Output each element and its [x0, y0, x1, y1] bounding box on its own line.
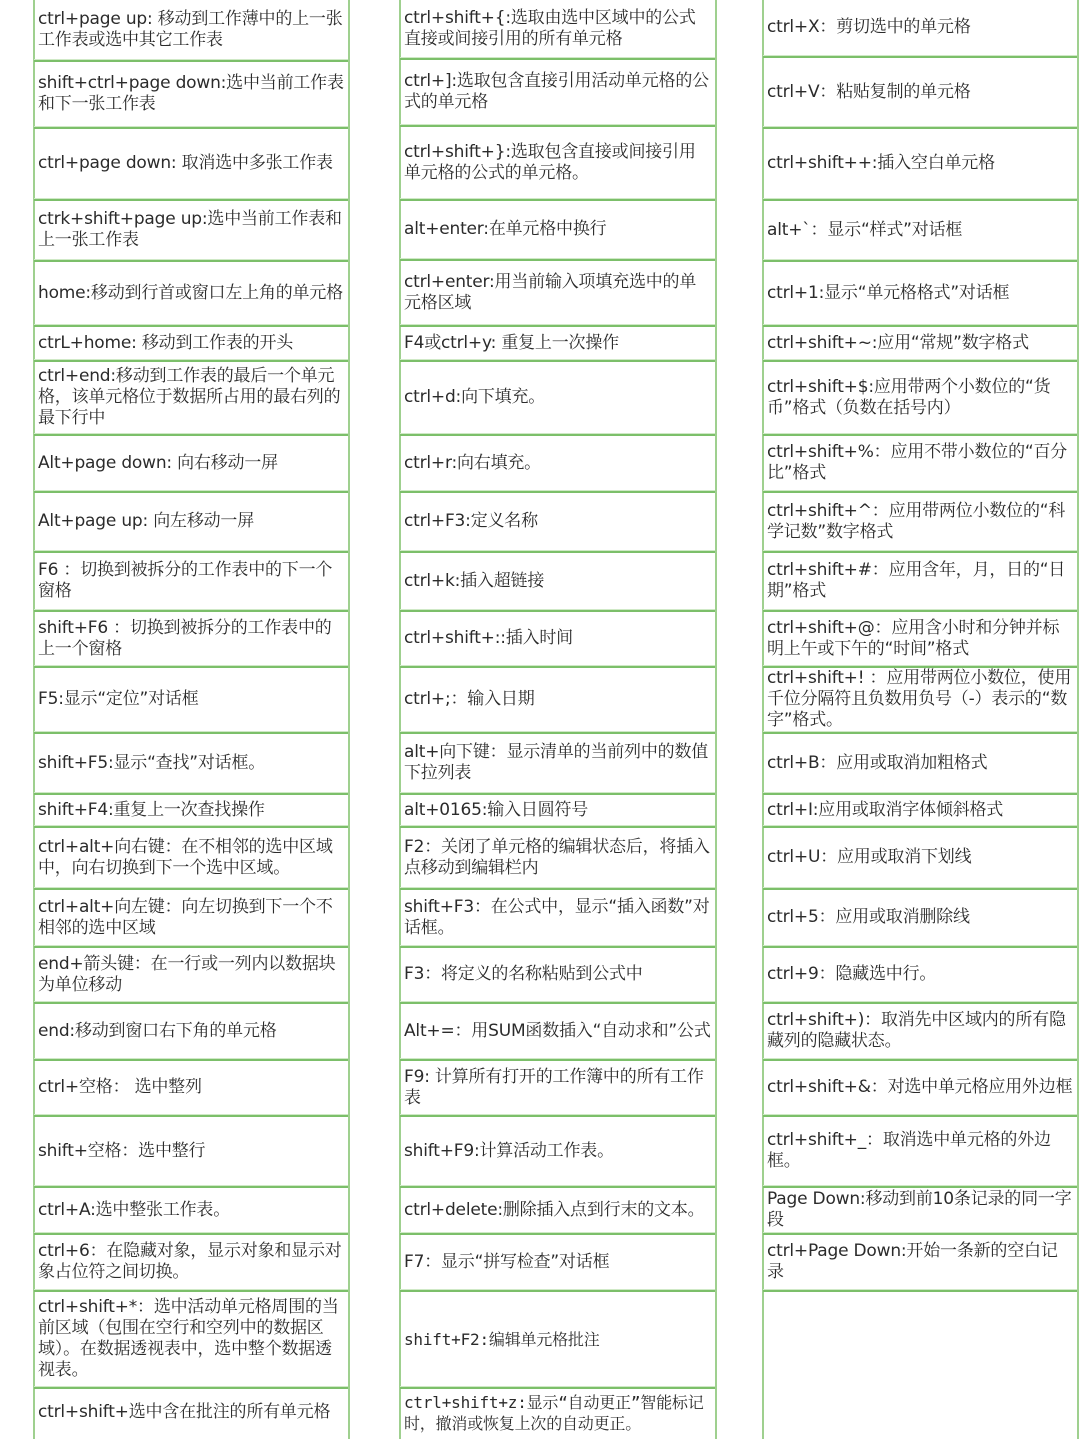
shortcut-cell: F3：将定义的名称粘贴到公式中	[404, 964, 643, 984]
shortcut-cell: ctrl+alt+向左键：向左切换到下一个不相邻的选中区域	[38, 896, 333, 938]
shortcut-cell: F4或ctrl+y: 重复上一次操作	[404, 332, 619, 353]
shortcut-cell: alt+0165:输入日圆符号	[404, 799, 589, 820]
shortcut-cell: ctrl+shift+~:应用“常规”数字格式	[767, 332, 1029, 353]
shortcut-cell: ctrl+shift+#：应用含年，月，日的“日期”格式	[767, 560, 1066, 601]
shortcut-cell: ctrl+;：输入日期	[404, 689, 535, 709]
shortcut-cell: ctrl+shift+z:显示“自动更正”智能标记时，撤消或恢复上次的自动更正。	[404, 1392, 704, 1433]
shortcut-cell: ctrk+shift+page up:选中当前工作表和上一张工作表	[38, 209, 342, 250]
shortcut-cell: ctrl+shift+选中含在批注的所有单元格	[38, 1402, 331, 1422]
shortcut-cell: ctrl+U：应用或取消下划线	[767, 847, 972, 867]
shortcut-column-1	[34, 0, 348, 1439]
column-divider	[715, 0, 717, 1439]
shortcut-cell: ctrl+r:向右填充。	[404, 452, 541, 473]
shortcut-cell: ctrl+F3:定义名称	[404, 511, 538, 531]
shortcut-cell: ctrl+9：隐藏选中行。	[767, 964, 937, 984]
shortcut-cell: F7：显示“拼写检查”对话框	[404, 1251, 610, 1272]
shortcut-cell: shift+F6 ：切换到被拆分的工作表中的上一个窗格	[38, 617, 332, 659]
column-divider	[1077, 0, 1079, 1439]
shortcut-cell	[763, 1292, 1077, 1436]
shortcut-cell: ctrl+page up: 移动到工作薄中的上一张工作表或选中其它工作表	[38, 8, 343, 50]
shortcut-cell: ctrl+end:移动到工作表的最后一个单元格，该单元格位于数据所占用的最右列的最下行中	[38, 366, 341, 428]
shortcut-cell: ctrl+d:向下填充。	[404, 387, 546, 407]
shortcut-cell: ctrL+home: 移动到工作表的开头	[38, 332, 294, 353]
shortcut-cell: ctrl+shift+)：取消先中区域内的所有隐藏列的隐藏状态。	[767, 1010, 1066, 1051]
shortcut-cell: alt+enter:在单元格中换行	[404, 219, 607, 239]
shortcut-cell: ctrl+shift+! ：应用带两位小数位，使用千位分隔符且负数用负号（-）表示的“数字”格式。	[767, 668, 1072, 730]
shortcut-cell: ctrl+shift+{:选取由选中区域中的公式直接或间接引用的所有单元格	[404, 7, 696, 49]
shortcut-cell: ctrl+page down: 取消选中多张工作表	[38, 153, 333, 173]
shortcut-cell: ctrl+6：在隐藏对象，显示对象和显示对象占位符之间切换。	[38, 1241, 342, 1282]
shortcut-cell: end+箭头键：在一行或一列内以数据块为单位移动	[38, 953, 336, 995]
shortcut-cell: Alt+page up: 向左移动一屏	[38, 511, 255, 531]
shortcut-cell: ctrl+5：应用或取消删除线	[767, 907, 970, 927]
shortcut-cell: ctrl+shift++:插入空白单元格	[767, 153, 995, 173]
shortcut-cell: ctrl+Page Down:开始一条新的空白记录	[767, 1241, 1058, 1282]
shortcut-cell: ctrl+B：应用或取消加粗格式	[767, 752, 988, 773]
shortcut-cell: end:移动到窗口右下角的单元格	[38, 1020, 277, 1041]
shortcut-cell: ctrl+shift+*：选中活动单元格周围的当前区域（包围在空行和空列中的数据区域）。在数据透视表中，选中整个数据透视表。	[38, 1297, 339, 1380]
shortcut-cell: ctrl+shift+&：对选中单元格应用外边框	[767, 1077, 1073, 1097]
shortcut-cell: shift+ctrl+page down:选中当前工作表和下一张工作表	[38, 73, 344, 114]
shortcut-cell: alt+`：显示“样式”对话框	[767, 219, 963, 240]
shortcut-cell: ctrl+alt+向右键：在不相邻的选中区域中，向右切换到下一个选中区域。	[38, 836, 333, 878]
shortcut-cell: ctrl+1:显示“单元格格式”对话框	[767, 282, 1010, 303]
shortcut-cell: ctrl+shift+::插入时间	[404, 628, 573, 648]
shortcut-cell: F2：关闭了单元格的编辑状态后，将插入点移动到编辑栏内	[404, 836, 710, 878]
shortcut-cell: shift+F5:显示“查找”对话框。	[38, 752, 266, 773]
shortcut-cell: ctrl+shift+}:选取包含直接或间接引用单元格的公式的单元格。	[404, 141, 696, 183]
shortcut-cell: Alt+page down: 向右移动一屏	[38, 452, 278, 473]
shortcut-cell: shift+F2:编辑单元格批注	[404, 1329, 600, 1349]
shortcut-cell: ctrl+shift+@：应用含小时和分钟并标明上午或下午的“时间”格式	[767, 617, 1060, 659]
shortcut-cell: shift+空格：选中整行	[38, 1140, 206, 1161]
shortcut-cell: shift+F9:计算活动工作表。	[404, 1140, 614, 1161]
shortcut-cell: shift+F4:重复上一次查找操作	[38, 799, 265, 820]
shortcut-column-2	[400, 0, 715, 1439]
shortcut-cell: F6 ：切换到被拆分的工作表中的下一个窗格	[38, 560, 333, 601]
shortcut-cell: ctrl+A:选中整张工作表。	[38, 1199, 231, 1220]
shortcut-column-3	[763, 0, 1077, 1439]
shortcut-cell: ctrl+I:应用或取消字体倾斜格式	[767, 799, 1004, 820]
shortcut-cell: ctrl+shift+_：取消选中单元格的外边框。	[767, 1130, 1051, 1171]
shortcut-cell: F9: 计算所有打开的工作簿中的所有工作表	[404, 1066, 704, 1108]
shortcut-cell: shift+F3：在公式中，显示“插入函数”对话框。	[404, 896, 710, 938]
shortcut-cell: ctrl+V：粘贴复制的单元格	[767, 81, 971, 102]
shortcut-cell: ctrl+delete:删除插入点到行末的文本。	[404, 1199, 705, 1220]
shortcut-cell: ctrl+]:选取包含直接引用活动单元格的公式的单元格	[404, 71, 709, 112]
shortcut-cell: ctrl+enter:用当前输入项填充选中的单元格区域	[404, 271, 697, 313]
shortcut-cell: ctrl+X：剪切选中的单元格	[767, 17, 971, 37]
shortcut-cell: Alt+=：用SUM函数插入“自动求和”公式	[404, 1020, 711, 1041]
shortcut-cell: ctrl+shift+%：应用不带小数位的“百分比”格式	[767, 442, 1068, 483]
shortcut-cell: alt+向下键：显示清单的当前列中的数值下拉列表	[404, 742, 709, 783]
shortcut-cell: Page Down:移动到前10条记录的同一字段	[767, 1189, 1072, 1230]
shortcut-cell: home:移动到行首或窗口左上角的单元格	[38, 282, 343, 303]
shortcut-cell: F5:显示“定位”对话框	[38, 689, 199, 709]
column-divider	[348, 0, 350, 1439]
shortcut-cell: ctrl+shift+$:应用带两个小数位的“货币”格式（负数在括号内）	[767, 376, 1051, 418]
shortcut-cell: ctrl+shift+^：应用带两位小数位的“科学记数”数字格式	[767, 500, 1066, 542]
shortcut-cell: ctrl+k:插入超链接	[404, 570, 545, 591]
shortcut-cell: ctrl+空格： 选中整列	[38, 1077, 202, 1097]
